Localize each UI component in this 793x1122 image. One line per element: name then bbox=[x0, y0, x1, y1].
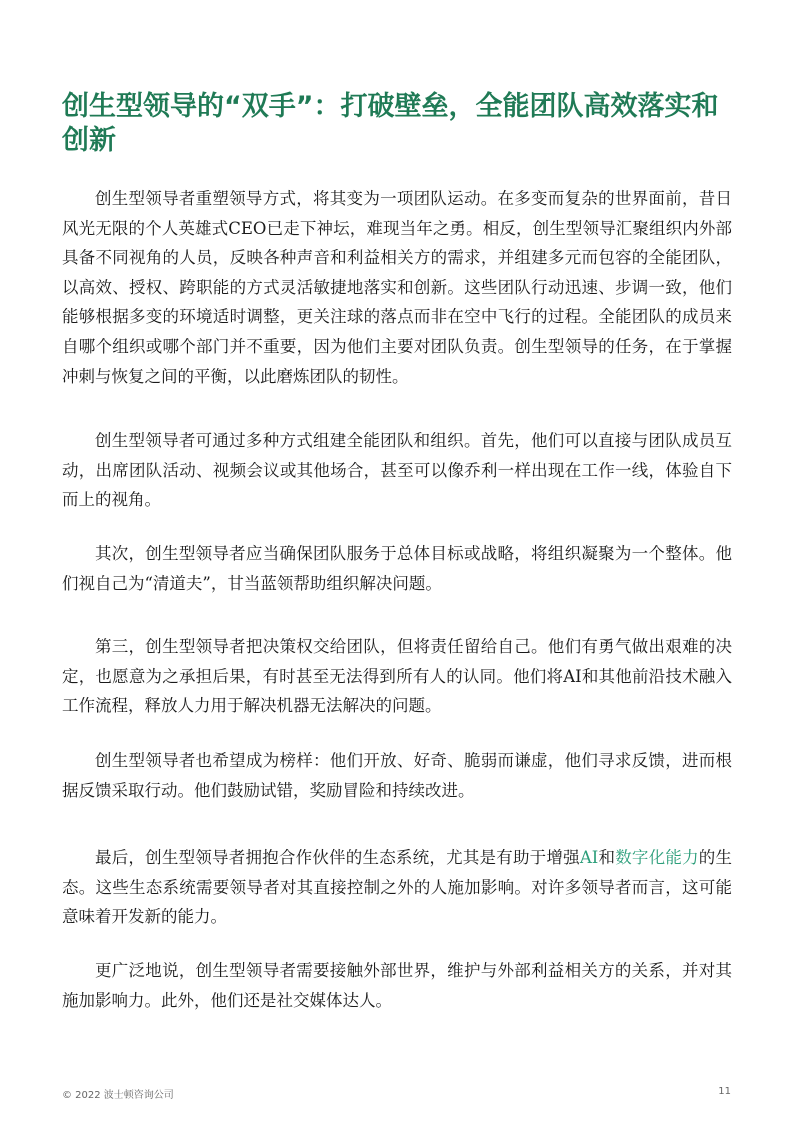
paragraph-external-world: 更广泛地说，创生型领导者需要接触外部世界，维护与外部利益相关方的关系，并对其施加影响力。此外，他们还是社交媒体达人。 bbox=[62, 961, 732, 1010]
paragraph-role-model: 创生型领导者也希望成为榜样：他们开放、好奇、脆弱而谦虚，他们寻求反馈，进而根据反馈采取行动。他们鼓励试错，奖励冒险和持续改进。 bbox=[62, 751, 732, 800]
paragraph-ecosystem bbox=[62, 843, 732, 932]
page-footer bbox=[62, 1086, 731, 1102]
ecosystem-text-after: 的生态。这些生态系统需要领导者对其直接控制之外的人施加影响。对许多领导者而言，这可能意味着开发新的能力。 bbox=[62, 848, 733, 927]
page-title: 创生型领导的“双手”：打破壁垒，全能团队高效落实和创新 bbox=[62, 91, 719, 156]
ai-link[interactable]: AI bbox=[579, 848, 599, 867]
page-number: 11 bbox=[718, 1086, 731, 1097]
paragraph-delegate-decisions: 第三，创生型领导者把决策权交给团队，但将责任留给自己。他们有勇气做出艰难的决定，也愿意为之承担后果，有时甚至无法得到所有人的认同。他们将AI和其他前沿技术融入工作流程，释放人力用于解决机器无法解决的问题。 bbox=[62, 637, 732, 716]
paragraph-serve-strategy: 其次，创生型领导者应当确保团队服务于总体目标或战略，将组织凝聚为一个整体。他们视自己为“清道夫”，甘当蓝领帮助组织解决问题。 bbox=[62, 544, 732, 593]
ecosystem-text-before: 最后，创生型领导者拥抱合作伙伴的生态系统，尤其是有助于增强 bbox=[95, 848, 580, 867]
copyright-text: © 2022 波士顿咨询公司 bbox=[62, 1090, 174, 1101]
digital-capability-link[interactable]: 数字化能力 bbox=[615, 848, 699, 867]
paragraph-team-sport: 创生型领导者重塑领导方式，将其变为一项团队运动。在多变而复杂的世界面前，昔日风光无限的个人英雄式CEO已走下神坛，难现当年之勇。相反，创生型领导汇聚组织内外部具备不同视角的人员，反映各种声音和利益相关方的需求，并组建多元而包容的全能团队，以高效、授权、跨职能的方式灵活敏捷地落实和创新。这些团队行动迅速、步调一致，他们能够根据多变的环境适时调整，更关注球的落点而非在空中飞行的过程。全能团队的成员来自哪个组织或哪个部门并不重要，因为他们主要对团队负责。创生型领导的任务，在于掌握冲刺与恢复之间的平衡，以此磨炼团队的韧性。 bbox=[62, 189, 732, 386]
paragraph-build-teams: 创生型领导者可通过多种方式组建全能团队和组织。首先，他们可以直接与团队成员互动，出席团队活动、视频会议或其他场合，甚至可以像乔利一样出现在工作一线，体验自下而上的视角。 bbox=[62, 431, 732, 510]
ecosystem-text-middle: 和 bbox=[598, 848, 616, 867]
